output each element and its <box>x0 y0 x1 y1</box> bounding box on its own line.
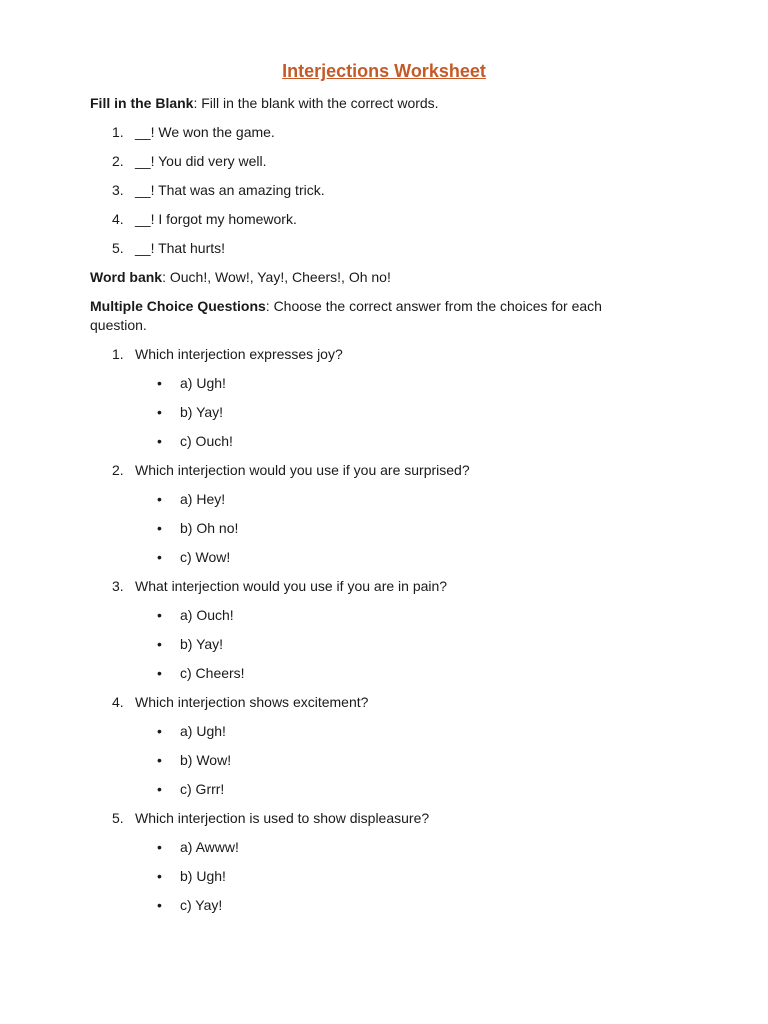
option-text: c) Grrr! <box>180 781 225 797</box>
bullet-icon: • <box>157 868 162 884</box>
bullet-icon: • <box>157 520 162 536</box>
multiple-choice-heading: Multiple Choice Questions <box>90 298 266 314</box>
options-list <box>90 606 630 683</box>
option-text: a) Awww! <box>180 839 239 855</box>
question-number: 2. <box>112 462 124 478</box>
option-item <box>90 548 630 567</box>
option-text: c) Yay! <box>180 897 223 913</box>
fill-blank-item <box>90 239 630 258</box>
fill-blank-item <box>90 123 630 142</box>
bullet-icon: • <box>157 433 162 449</box>
option-text: b) Ugh! <box>180 868 226 884</box>
bullet-icon: • <box>157 781 162 797</box>
question-text: Which interjection shows excitement? <box>135 694 369 710</box>
fill-blank-instruction-text: : Fill in the blank with the correct words. <box>193 95 439 111</box>
bullet-icon: • <box>157 375 162 391</box>
option-text: a) Ouch! <box>180 607 234 623</box>
option-text: c) Wow! <box>180 549 231 565</box>
word-bank <box>90 268 630 287</box>
multiple-choice-instruction-text: : Choose the correct answer from the choices for each question. <box>90 298 602 333</box>
item-number: 3. <box>112 182 124 198</box>
option-text: b) Wow! <box>180 752 232 768</box>
question-item <box>90 577 630 596</box>
bullet-icon: • <box>157 839 162 855</box>
options-list <box>90 490 630 567</box>
option-item <box>90 635 630 654</box>
item-number: 4. <box>112 211 124 227</box>
option-text: b) Yay! <box>180 636 224 652</box>
option-text: c) Ouch! <box>180 433 233 449</box>
item-text: __! You did very well. <box>135 153 267 169</box>
option-item <box>90 519 630 538</box>
question-text: Which interjection expresses joy? <box>135 346 343 362</box>
question-number: 4. <box>112 694 124 710</box>
bullet-icon: • <box>157 752 162 768</box>
option-item <box>90 751 630 770</box>
bullet-icon: • <box>157 636 162 652</box>
option-text: a) Ugh! <box>180 723 226 739</box>
option-item <box>90 867 630 886</box>
item-number: 1. <box>112 124 124 140</box>
question-text: Which interjection is used to show displeasure? <box>135 810 430 826</box>
option-item <box>90 403 630 422</box>
option-text: a) Hey! <box>180 491 226 507</box>
option-text: c) Cheers! <box>180 665 245 681</box>
question-number: 3. <box>112 578 124 594</box>
bullet-icon: • <box>157 607 162 623</box>
option-item <box>90 432 630 451</box>
option-item <box>90 838 630 857</box>
question-number: 5. <box>112 810 124 826</box>
bullet-icon: • <box>157 404 162 420</box>
options-list <box>90 722 630 799</box>
item-number: 5. <box>112 240 124 256</box>
multiple-choice-instructions <box>90 297 630 335</box>
item-text: __! We won the game. <box>135 124 275 140</box>
fill-blank-item <box>90 181 630 200</box>
question-item <box>90 461 630 480</box>
bullet-icon: • <box>157 897 162 913</box>
item-text: __! I forgot my homework. <box>135 211 297 227</box>
option-item <box>90 780 630 799</box>
word-bank-heading: Word bank <box>90 269 163 285</box>
option-item <box>90 606 630 625</box>
bullet-icon: • <box>157 723 162 739</box>
option-text: a) Ugh! <box>180 375 226 391</box>
fill-blank-instructions <box>90 94 630 113</box>
option-item <box>90 490 630 509</box>
option-item <box>90 896 630 915</box>
options-list <box>90 838 630 915</box>
question-number: 1. <box>112 346 124 362</box>
item-number: 2. <box>112 153 124 169</box>
page-title: Interjections Worksheet <box>282 61 486 81</box>
question-item <box>90 345 630 364</box>
bullet-icon: • <box>157 549 162 565</box>
word-bank-words: : Ouch!, Wow!, Yay!, Cheers!, Oh no! <box>162 269 391 285</box>
bullet-icon: • <box>157 665 162 681</box>
bullet-icon: • <box>157 491 162 507</box>
fill-blank-item <box>90 210 630 229</box>
option-text: b) Yay! <box>180 404 224 420</box>
options-list <box>90 374 630 451</box>
question-item <box>90 809 630 828</box>
option-item <box>90 664 630 683</box>
fill-blank-item <box>90 152 630 171</box>
fill-blank-heading: Fill in the Blank <box>90 95 194 111</box>
question-text: What interjection would you use if you are in pain? <box>135 578 448 594</box>
fill-blank-list <box>90 123 630 258</box>
option-text: b) Oh no! <box>180 520 239 536</box>
option-item <box>90 374 630 393</box>
question-text: Which interjection would you use if you are surprised? <box>135 462 470 478</box>
multiple-choice-list <box>90 345 630 915</box>
option-item <box>90 722 630 741</box>
item-text: __! That was an amazing trick. <box>135 182 325 198</box>
item-text: __! That hurts! <box>135 240 226 256</box>
question-item <box>90 693 630 712</box>
